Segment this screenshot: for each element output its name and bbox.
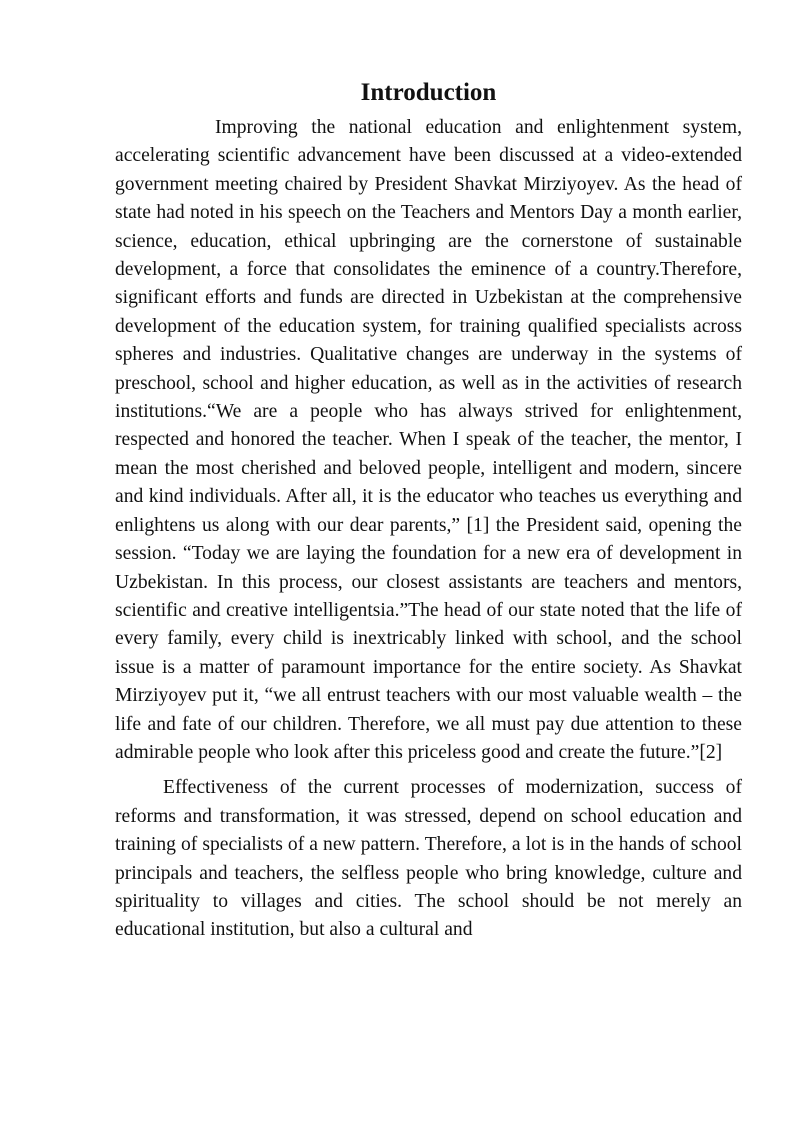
paragraph-2: Effectiveness of the current processes of modernization, success of reforms and transformation, it was stressed, depend on school education and training of specialists of a new pattern. Therefore, a lot is in the hands of school principals and teachers, the selfless people who bring knowledge, culture and spirituality to villages and cities. The school should be not merely an educational institution, but also a cultural and xyxy=(115,777,742,941)
document-body xyxy=(115,76,742,945)
document-title: Introduction xyxy=(360,79,497,106)
paragraph-1: Improving the national education and enlightenment system, accelerating scientific advancement have been discussed at a video-extended government meeting chaired by President Shavkat Mirziyoyev. As the head of state had noted in his speech on the Teachers and Mentors Day a month earlier, science, education, ethical upbringing are the cornerstone of sustainable development, a force that consolidates the eminence of a country.Therefore, significant efforts and funds are directed in Uzbekistan at the comprehensive development of the education system, for training qualified specialists across spheres and industries. Qualitative changes are underway in the systems of preschool, school and higher education, as well as in the activities of research institutions.“We are a people who has always strived for enlightenment, respected and honored the teacher. When I speak of the teacher, the mentor, I mean the most cherished and beloved people, intelligent and modern, sincere and kind individuals. After all, it is the educator who teaches us everything and enlightens us along with our dear parents,” [1] the President said, opening the session. “Today we are laying the foundation for a new era of development in Uzbekistan. In this process, our closest assistants are teachers and mentors, scientific and creative intelligentsia.”The head of our state noted that the life of every family, every child is inextricably linked with school, and the school issue is a matter of paramount importance for the entire society. As Shavkat Mirziyoyev put it, “we all entrust teachers with our most valuable wealth – the life and fate of our children. Therefore, we all must pay due attention to these admirable people who look after this priceless good and create the future.”[2] xyxy=(115,117,742,763)
